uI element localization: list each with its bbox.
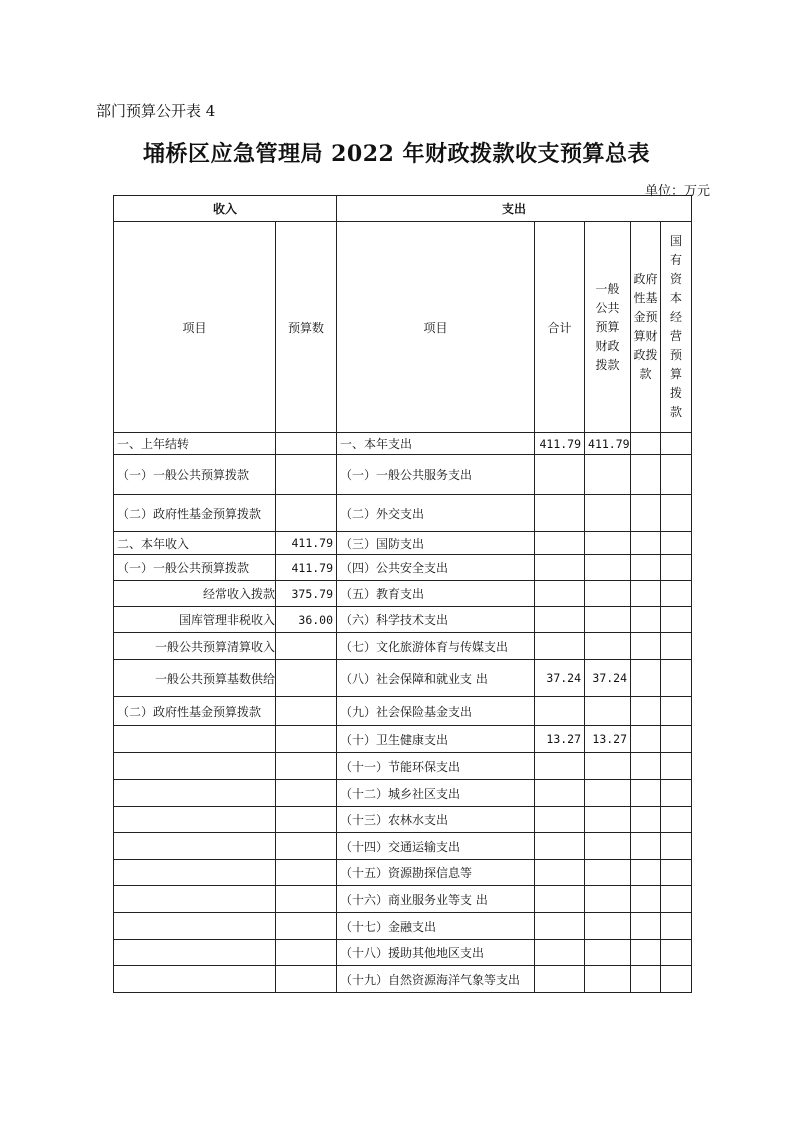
- table-row: [114, 860, 692, 886]
- total-cell: [535, 807, 585, 833]
- expense-item-cell: 一、本年支出: [337, 433, 535, 455]
- gov-fund-cell: [631, 860, 661, 886]
- gov-fund-cell: [631, 660, 661, 697]
- table-row: [114, 660, 692, 697]
- expense-item-cell: （十八）援助其他地区支出: [337, 940, 535, 966]
- unit-label: 单位：万元: [644, 184, 710, 199]
- income-budget-cell: 411.79: [276, 555, 337, 581]
- gov-fund-cell: [631, 726, 661, 753]
- table-row: [114, 913, 692, 940]
- state-capital-cell: [661, 780, 692, 807]
- general-budget-cell: [585, 860, 631, 886]
- general-budget-cell: [585, 495, 631, 532]
- general-budget-cell: [585, 966, 631, 993]
- income-budget-cell: [276, 753, 337, 780]
- income-budget-cell: [276, 860, 337, 886]
- page-title: 埇桥区应急管理局 2022 年财政拨款收支预算总表: [142, 141, 651, 167]
- total-cell: 411.79: [535, 433, 585, 455]
- gov-fund-header-text: 政府性基金预算财政拨款: [633, 272, 658, 381]
- general-budget-cell: [585, 913, 631, 940]
- expense-item-cell: （十二）城乡社区支出: [337, 780, 535, 807]
- income-item-cell: [114, 780, 276, 807]
- general-budget-cell: [585, 697, 631, 726]
- expense-item-cell: （十）卫生健康支出: [337, 726, 535, 753]
- income-item-cell: [114, 860, 276, 886]
- state-capital-cell: [661, 455, 692, 495]
- total-cell: [535, 966, 585, 993]
- total-cell: [535, 555, 585, 581]
- income-item-cell: 国库管理非税收入: [114, 607, 276, 633]
- expense-item-cell: （三）国防支出: [337, 532, 535, 555]
- table-row: [114, 607, 692, 633]
- income-budget-cell: 36.00: [276, 607, 337, 633]
- general-budget-cell: [585, 833, 631, 860]
- general-budget-header: [585, 222, 631, 433]
- gov-fund-cell: [631, 532, 661, 555]
- total-cell: [535, 940, 585, 966]
- income-item-cell: [114, 886, 276, 913]
- expense-item-cell: （八）社会保障和就业支 出: [337, 660, 535, 697]
- income-budget-cell: [276, 455, 337, 495]
- table-row: [114, 940, 692, 966]
- gov-fund-cell: [631, 455, 661, 495]
- table-row: [114, 581, 692, 607]
- state-capital-cell: [661, 860, 692, 886]
- total-cell: [535, 697, 585, 726]
- general-budget-cell: 13.27: [585, 726, 631, 753]
- income-item-cell: [114, 726, 276, 753]
- general-budget-cell: 411.79: [585, 433, 631, 455]
- gov-fund-cell: [631, 780, 661, 807]
- expense-header: 支出: [337, 196, 692, 222]
- state-capital-cell: [661, 697, 692, 726]
- income-budget-cell: [276, 940, 337, 966]
- expense-item-header: 项目: [337, 222, 535, 433]
- gov-fund-cell: [631, 913, 661, 940]
- general-budget-cell: [585, 581, 631, 607]
- table-row: [114, 633, 692, 660]
- expense-item-cell: （六）科学技术支出: [337, 607, 535, 633]
- income-item-cell: [114, 833, 276, 860]
- income-budget-cell: [276, 660, 337, 697]
- income-item-cell: （二）政府性基金预算拨款: [114, 495, 276, 532]
- state-capital-header-text: 国有资本经营预算拨款: [670, 234, 683, 419]
- income-budget-cell: [276, 913, 337, 940]
- table-row: [114, 697, 692, 726]
- state-capital-cell: [661, 833, 692, 860]
- total-cell: 37.24: [535, 660, 585, 697]
- total-cell: [535, 886, 585, 913]
- income-budget-cell: 375.79: [276, 581, 337, 607]
- total-cell: [535, 581, 585, 607]
- general-budget-cell: [585, 780, 631, 807]
- income-item-cell: 经常收入拨款: [114, 581, 276, 607]
- income-header: 收入: [114, 196, 337, 222]
- general-budget-cell: [585, 455, 631, 495]
- income-budget-cell: [276, 966, 337, 993]
- total-cell: [535, 913, 585, 940]
- income-budget-cell: [276, 726, 337, 753]
- gov-fund-cell: [631, 633, 661, 660]
- expense-item-cell: （十七）金融支出: [337, 913, 535, 940]
- general-budget-cell: 37.24: [585, 660, 631, 697]
- state-capital-cell: [661, 940, 692, 966]
- expense-item-cell: （十九）自然资源海洋气象等支出: [337, 966, 535, 993]
- income-item-cell: [114, 807, 276, 833]
- gov-fund-cell: [631, 940, 661, 966]
- expense-item-cell: （十三）农林水支出: [337, 807, 535, 833]
- general-budget-cell: [585, 940, 631, 966]
- state-capital-cell: [661, 807, 692, 833]
- total-cell: [535, 607, 585, 633]
- income-item-cell: [114, 753, 276, 780]
- gov-fund-cell: [631, 581, 661, 607]
- income-budget-cell: [276, 807, 337, 833]
- state-capital-cell: [661, 726, 692, 753]
- state-capital-cell: [661, 660, 692, 697]
- table-row: [114, 966, 692, 993]
- general-budget-cell: [585, 607, 631, 633]
- state-capital-cell: [661, 966, 692, 993]
- general-budget-header-text: 一般公共预算财政拨款: [595, 281, 620, 372]
- income-item-cell: 二、本年收入: [114, 532, 276, 555]
- income-budget-cell: [276, 833, 337, 860]
- total-cell: [535, 860, 585, 886]
- gov-fund-header: [631, 222, 661, 433]
- budget-table: [113, 195, 692, 993]
- income-budget-cell: [276, 495, 337, 532]
- income-item-cell: （二）政府性基金预算拨款: [114, 697, 276, 726]
- total-cell: [535, 633, 585, 660]
- income-budget-cell: [276, 433, 337, 455]
- gov-fund-cell: [631, 495, 661, 532]
- income-budget-cell: [276, 886, 337, 913]
- table-row: [114, 555, 692, 581]
- general-budget-cell: [585, 807, 631, 833]
- expense-item-cell: （二）外交支出: [337, 495, 535, 532]
- state-capital-cell: [661, 753, 692, 780]
- total-header: 合计: [535, 222, 585, 433]
- table-row: [114, 455, 692, 495]
- state-capital-cell: [661, 433, 692, 455]
- gov-fund-cell: [631, 433, 661, 455]
- table-row: [114, 753, 692, 780]
- total-cell: [535, 455, 585, 495]
- total-cell: [535, 780, 585, 807]
- income-item-cell: [114, 913, 276, 940]
- state-capital-cell: [661, 633, 692, 660]
- gov-fund-cell: [631, 966, 661, 993]
- income-item-header: 项目: [114, 222, 276, 433]
- total-cell: [535, 495, 585, 532]
- expense-item-cell: （九）社会保险基金支出: [337, 697, 535, 726]
- table-row: [114, 433, 692, 455]
- state-capital-cell: [661, 581, 692, 607]
- gov-fund-cell: [631, 886, 661, 913]
- total-cell: 13.27: [535, 726, 585, 753]
- expense-item-cell: （一）一般公共服务支出: [337, 455, 535, 495]
- general-budget-cell: [585, 555, 631, 581]
- income-budget-cell: [276, 697, 337, 726]
- gov-fund-cell: [631, 555, 661, 581]
- state-capital-cell: [661, 913, 692, 940]
- gov-fund-cell: [631, 607, 661, 633]
- state-capital-cell: [661, 607, 692, 633]
- state-capital-cell: [661, 532, 692, 555]
- income-item-cell: （一）一般公共预算拨款: [114, 455, 276, 495]
- general-budget-cell: [585, 633, 631, 660]
- state-capital-cell: [661, 886, 692, 913]
- table-row: [114, 780, 692, 807]
- table-row: [114, 532, 692, 555]
- income-item-cell: 一般公共预算清算收入: [114, 633, 276, 660]
- gov-fund-cell: [631, 807, 661, 833]
- state-capital-header: [661, 222, 692, 433]
- income-item-cell: 一、上年结转: [114, 433, 276, 455]
- income-item-cell: [114, 940, 276, 966]
- table-row: [114, 886, 692, 913]
- income-item-cell: （一）一般公共预算拨款: [114, 555, 276, 581]
- gov-fund-cell: [631, 697, 661, 726]
- general-budget-cell: [585, 532, 631, 555]
- expense-item-cell: （七）文化旅游体育与传媒支出: [337, 633, 535, 660]
- total-cell: [535, 833, 585, 860]
- income-item-cell: [114, 966, 276, 993]
- expense-item-cell: （四）公共安全支出: [337, 555, 535, 581]
- income-budget-cell: [276, 633, 337, 660]
- income-budget-header: 预算数: [276, 222, 337, 433]
- income-budget-cell: 411.79: [276, 532, 337, 555]
- general-budget-cell: [585, 886, 631, 913]
- table-row: [114, 495, 692, 532]
- state-capital-cell: [661, 495, 692, 532]
- gov-fund-cell: [631, 833, 661, 860]
- table-row: [114, 807, 692, 833]
- total-cell: [535, 532, 585, 555]
- state-capital-cell: [661, 555, 692, 581]
- expense-item-cell: （十六）商业服务业等支 出: [337, 886, 535, 913]
- expense-item-cell: （五）教育支出: [337, 581, 535, 607]
- general-budget-cell: [585, 753, 631, 780]
- table-row: [114, 833, 692, 860]
- gov-fund-cell: [631, 753, 661, 780]
- income-budget-cell: [276, 780, 337, 807]
- total-cell: [535, 753, 585, 780]
- expense-item-cell: （十五）资源勘探信息等: [337, 860, 535, 886]
- table-row: [114, 726, 692, 753]
- expense-item-cell: （十四）交通运输支出: [337, 833, 535, 860]
- income-item-cell: 一般公共预算基数供给: [114, 660, 276, 697]
- document-label: 部门预算公开表 4: [96, 102, 216, 120]
- expense-item-cell: （十一）节能环保支出: [337, 753, 535, 780]
- budget-table-body: [114, 433, 692, 993]
